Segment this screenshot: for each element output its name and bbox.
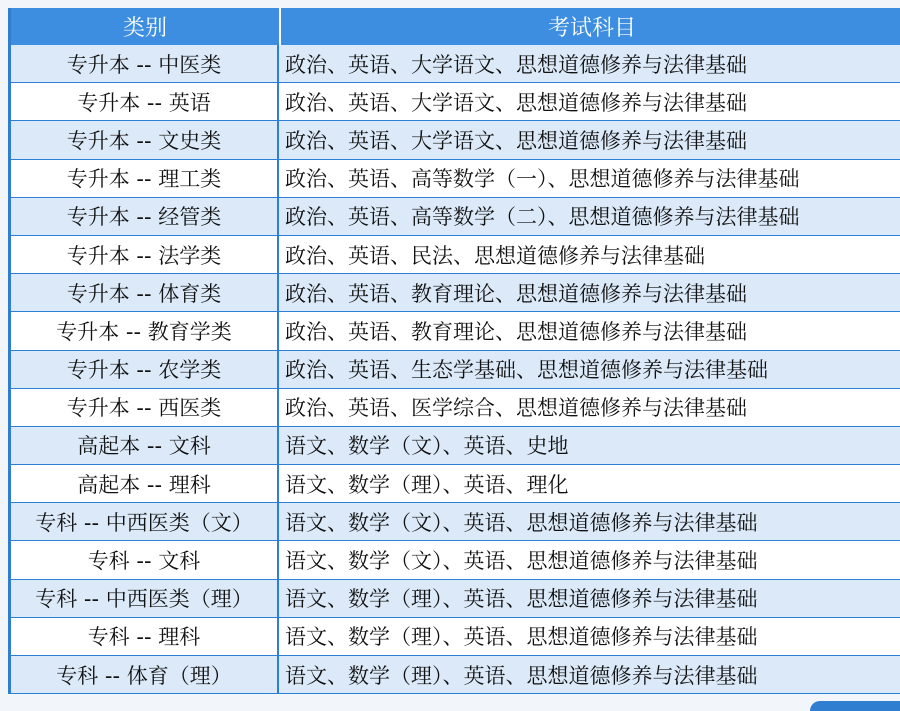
row-subjects: 政治、英语、民法、思想道德修养与法律基础 (285, 243, 705, 268)
table-row (11, 45, 900, 83)
table-row (11, 83, 900, 121)
row-category: 专升本 -- 中医类 (11, 45, 279, 82)
row-category: 专升本 -- 理工类 (11, 160, 279, 197)
row-category: 专科 -- 理科 (11, 618, 279, 655)
table-row (11, 236, 900, 274)
row-category: 专升本 -- 经管类 (11, 198, 279, 235)
row-subjects: 语文、数学（文）、英语、思想道德修养与法律基础 (285, 549, 758, 574)
row-category: 专升本 -- 文史类 (11, 121, 279, 158)
row-category: 专科 -- 体育（理） (11, 656, 279, 693)
row-subjects: 政治、英语、医学综合、思想道德修养与法律基础 (285, 396, 747, 421)
row-subjects: 语文、数学（理）、英语、思想道德修养与法律基础 (285, 625, 758, 650)
table-row (11, 580, 900, 618)
row-category: 高起本 -- 理科 (11, 465, 279, 502)
row-subjects: 语文、数学（理）、英语、思想道德修养与法律基础 (285, 663, 758, 688)
row-subjects: 语文、数学（文）、英语、史地 (285, 434, 569, 459)
row-subjects: 政治、英语、大学语文、思想道德修养与法律基础 (285, 128, 747, 153)
row-subjects: 政治、英语、高等数学（一）、思想道德修养与法律基础 (285, 167, 800, 192)
row-subjects: 政治、英语、生态学基础、思想道德修养与法律基础 (285, 358, 768, 383)
row-subjects: 政治、英语、教育理论、思想道德修养与法律基础 (285, 281, 747, 306)
table-body (11, 45, 900, 694)
row-category: 专科 -- 中西医类（文） (11, 503, 279, 540)
table-row (11, 465, 900, 503)
row-category: 专升本 -- 农学类 (11, 351, 279, 388)
row-subjects: 政治、英语、大学语文、思想道德修养与法律基础 (285, 90, 747, 115)
row-subjects: 政治、英语、大学语文、思想道德修养与法律基础 (285, 52, 747, 77)
table-header (11, 8, 900, 45)
row-category: 专升本 -- 法学类 (11, 236, 279, 273)
exam-subjects-table (8, 8, 900, 694)
header-subjects: 考试科目 (547, 16, 636, 41)
row-subjects: 语文、数学（文）、英语、思想道德修养与法律基础 (285, 510, 758, 535)
row-category: 专科 -- 中西医类（理） (11, 580, 279, 617)
row-subjects: 政治、英语、教育理论、思想道德修养与法律基础 (285, 319, 747, 344)
table-row (11, 618, 900, 656)
row-subjects: 语文、数学（理）、英语、理化 (285, 472, 569, 497)
row-category: 专升本 -- 体育类 (11, 274, 279, 311)
row-subjects: 语文、数学（理）、英语、思想道德修养与法律基础 (285, 587, 758, 612)
table-row (11, 274, 900, 312)
row-category: 专科 -- 文科 (11, 541, 279, 578)
header-category: 类别 (11, 8, 281, 45)
table-row (11, 198, 900, 236)
row-category: 高起本 -- 文科 (11, 427, 279, 464)
table-row (11, 160, 900, 198)
table-row (11, 121, 900, 159)
row-category: 专升本 -- 英语 (11, 83, 279, 120)
table-row (11, 656, 900, 694)
table-row (11, 389, 900, 427)
table-row (11, 503, 900, 541)
table-row (11, 541, 900, 579)
corner-decoration (810, 701, 900, 711)
row-category: 专升本 -- 西医类 (11, 389, 279, 426)
row-subjects: 政治、英语、高等数学（二）、思想道德修养与法律基础 (285, 205, 800, 230)
table-row (11, 312, 900, 350)
table-row (11, 351, 900, 389)
table-row (11, 427, 900, 465)
row-category: 专升本 -- 教育学类 (11, 312, 279, 349)
